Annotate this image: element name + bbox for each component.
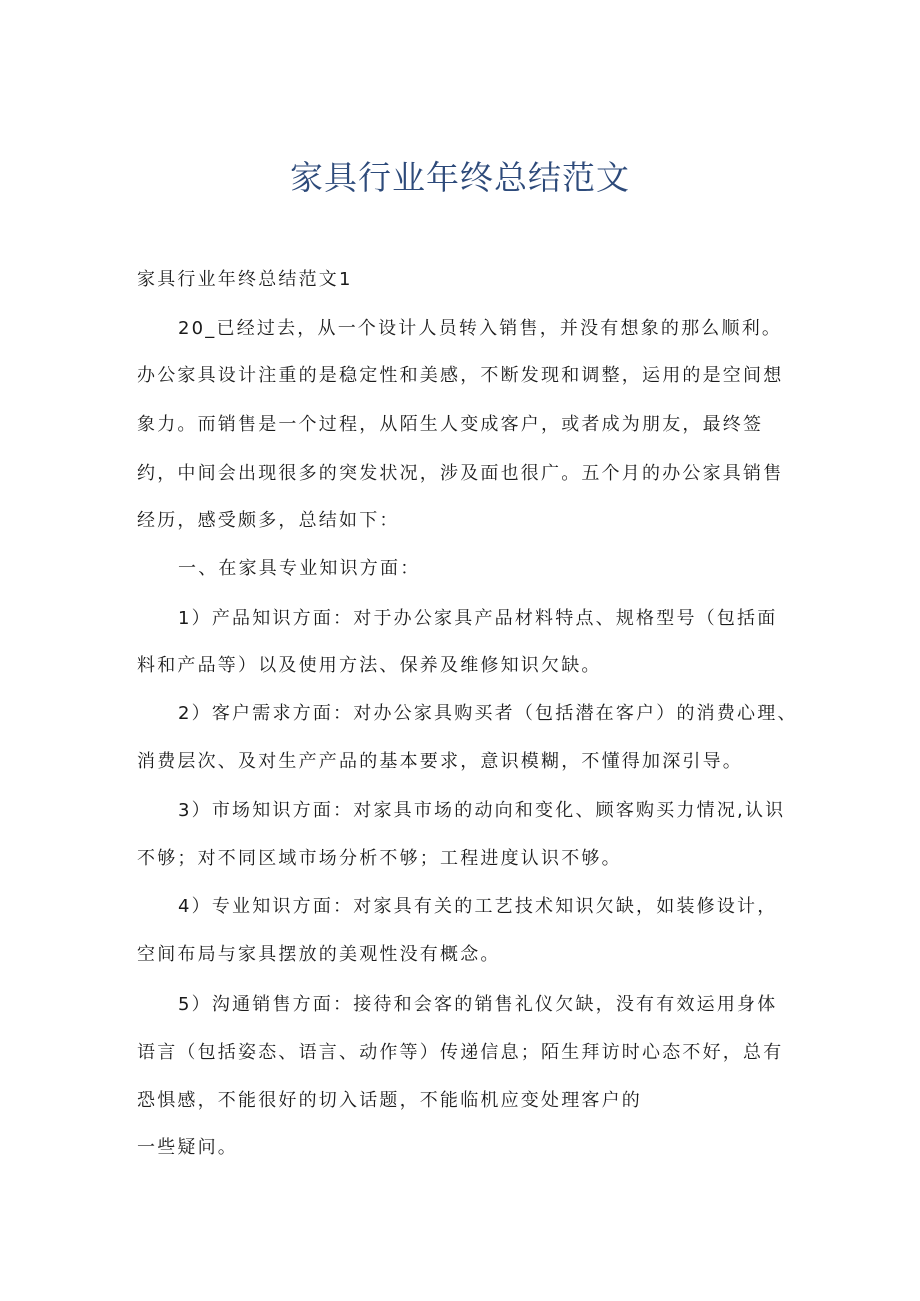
paragraph-line: 约，中间会出现很多的突发状况，涉及面也很广。五个月的办公家具销售 — [137, 463, 784, 484]
paragraph-line: 20_已经过去，从一个设计人员转入销售，并没有想象的那么顺利。 — [178, 318, 783, 339]
paragraph-line: 空间布局与家具摆放的美观性没有概念。 — [137, 944, 501, 965]
paragraph-line: 恐惧感，不能很好的切入话题，不能临机应变处理客户的 — [137, 1090, 642, 1111]
section-heading: 一、在家具专业知识方面： — [178, 558, 421, 579]
paragraph-line: 语言（包括姿态、语言、动作等）传递信息；陌生拜访时心态不好，总有 — [137, 1042, 784, 1063]
paragraph-line: 不够；对不同区域市场分析不够；工程进度认识不够。 — [137, 848, 622, 869]
paragraph-line: 办公家具设计注重的是稳定性和美感，不断发现和调整，运用的是空间想 — [137, 365, 784, 386]
paragraph-line: 消费层次、及对生产产品的基本要求，意识模糊，不懂得加深引导。 — [137, 751, 743, 772]
paragraph-line: 5）沟通销售方面：接待和会客的销售礼仪欠缺，没有有效运用身体 — [178, 994, 778, 1015]
document-title: 家具行业年终总结范文 — [290, 158, 630, 197]
paragraph-line: 一些疑问。 — [137, 1137, 238, 1158]
paragraph-line: 3）市场知识方面：对家具市场的动向和变化、顾客购买力情况,认识 — [178, 800, 786, 821]
paragraph-line: 4）专业知识方面：对家具有关的工艺技术知识欠缺，如装修设计， — [178, 896, 778, 917]
subtitle-line: 家具行业年终总结范文1 — [137, 269, 353, 290]
paragraph-line: 1）产品知识方面：对于办公家具产品材料特点、规格型号（包括面 — [178, 608, 778, 629]
paragraph-line: 料和产品等）以及使用方法、保养及维修知识欠缺。 — [137, 655, 602, 676]
paragraph-line: 经历，感受颇多，总结如下： — [137, 510, 400, 531]
paragraph-line: 2）客户需求方面：对办公家具购买者（包括潜在客户）的消费心理、 — [178, 703, 798, 724]
paragraph-line: 象力。而销售是一个过程，从陌生人变成客户，或者成为朋友，最终签 — [137, 414, 764, 435]
